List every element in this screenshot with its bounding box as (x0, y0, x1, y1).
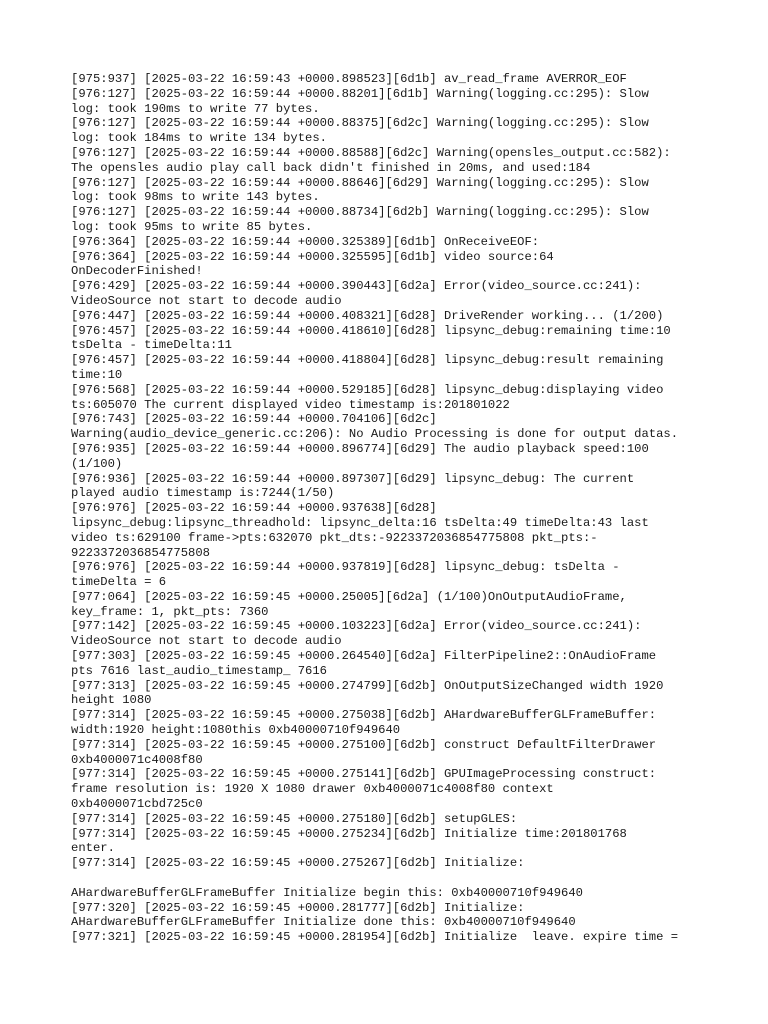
log-line: [976:976] [2025-03-22 16:59:44 +0000.937638][6d28] (71, 501, 437, 516)
log-line: video ts:629100 frame->pts:632070 pkt_dts:-9223372036854775808 pkt_pts:- (71, 530, 598, 545)
log-line: [977:064] [2025-03-22 16:59:45 +0000.25005][6d2a] (1/100)OnOutputAudioFrame, (71, 589, 627, 604)
log-line: [977:314] [2025-03-22 16:59:45 +0000.275180][6d2b] setupGLES: (71, 811, 518, 826)
log-line: [976:127] [2025-03-22 16:59:44 +0000.88646][6d29] Warning(logging.cc:295): Slow (71, 175, 649, 190)
log-line: [976:364] [2025-03-22 16:59:44 +0000.325389][6d1b] OnReceiveEOF: (71, 234, 540, 249)
log-line: [977:314] [2025-03-22 16:59:45 +0000.275100][6d2b] construct DefaultFilterDrawer (71, 737, 657, 752)
log-line: [976:127] [2025-03-22 16:59:44 +0000.88588][6d2c] Warning(opensles_output.cc:582): (71, 145, 671, 160)
log-line: [976:127] [2025-03-22 16:59:44 +0000.88375][6d2c] Warning(logging.cc:295): Slow (71, 116, 649, 131)
log-line: [976:457] [2025-03-22 16:59:44 +0000.418804][6d28] lipsync_debug:result remaining (71, 353, 664, 368)
log-line: 0xb4000071c4008f80 (71, 752, 203, 767)
log-line: AHardwareBufferGLFrameBuffer Initialize begin this: 0xb40000710f949640 (71, 885, 583, 900)
log-line: [976:976] [2025-03-22 16:59:44 +0000.937819][6d28] lipsync_debug: tsDelta - (71, 560, 620, 575)
log-line: [976:447] [2025-03-22 16:59:44 +0000.408321][6d28] DriveRender working... (1/200) (71, 308, 664, 323)
log-line: width:1920 height:1080this 0xb40000710f949640 (71, 723, 401, 738)
log-line: tsDelta - timeDelta:11 (71, 338, 232, 353)
log-line: [976:364] [2025-03-22 16:59:44 +0000.325595][6d1b] video source:64 (71, 249, 554, 264)
log-line: [977:142] [2025-03-22 16:59:45 +0000.103223][6d2a] Error(video_source.cc:241): (71, 619, 642, 634)
log-line: 9223372036854775808 (71, 545, 210, 560)
log-line: pts 7616 last_audio_timestamp_ 7616 (71, 663, 327, 678)
log-line: [975:937] [2025-03-22 16:59:43 +0000.898523][6d1b] av_read_frame AVERROR_EOF (71, 72, 627, 86)
log-line: OnDecoderFinished! (71, 264, 203, 279)
log-line: log: took 95ms to write 85 bytes. (71, 219, 313, 234)
log-line: AHardwareBufferGLFrameBuffer Initialize done this: 0xb40000710f949640 (71, 915, 576, 930)
log-line: [977:314] [2025-03-22 16:59:45 +0000.275234][6d2b] Initialize time:201801768 (71, 826, 627, 841)
log-line: enter. (71, 841, 115, 856)
log-line: [976:568] [2025-03-22 16:59:44 +0000.529185][6d28] lipsync_debug:displaying video (71, 382, 664, 397)
log-line: key_frame: 1, pkt_pts: 7360 (71, 604, 269, 619)
log-line: 0xb4000071cbd725c0 (71, 797, 203, 812)
log-line: VideoSource not start to decode audio (71, 293, 342, 308)
log-line: lipsync_debug:lipsync_threadhold: lipsync_delta:16 tsDelta:49 timeDelta:43 last (71, 515, 649, 530)
log-line: [976:127] [2025-03-22 16:59:44 +0000.88734][6d2b] Warning(logging.cc:295): Slow (71, 205, 649, 220)
log-line: [976:457] [2025-03-22 16:59:44 +0000.418610][6d28] lipsync_debug:remaining time:10 (71, 323, 671, 338)
log-line: time:10 (71, 367, 123, 382)
log-line: timeDelta = 6 (71, 575, 167, 590)
log-line: [977:313] [2025-03-22 16:59:45 +0000.274799][6d2b] OnOutputSizeChanged width 1920 (71, 678, 664, 693)
log-line: height 1080 (71, 693, 152, 708)
log-line: log: took 190ms to write 77 bytes. (71, 101, 320, 116)
log-line: [977:314] [2025-03-22 16:59:45 +0000.275267][6d2b] Initialize: (71, 856, 525, 871)
log-line: [976:936] [2025-03-22 16:59:44 +0000.897307][6d29] lipsync_debug: The current (71, 471, 635, 486)
log-line: The opensles audio play call back didn't finished in 20ms, and used:184 (71, 160, 591, 175)
log-line: [976:127] [2025-03-22 16:59:44 +0000.88201][6d1b] Warning(logging.cc:295): Slow (71, 86, 649, 101)
log-line: [977:303] [2025-03-22 16:59:45 +0000.264540][6d2a] FilterPipeline2::OnAudioFrame (71, 649, 657, 664)
log-line: [977:320] [2025-03-22 16:59:45 +0000.281777][6d2b] Initialize: (71, 900, 525, 915)
log-line: Warning(audio_device_generic.cc:206): No Audio Processing is done for output datas. (71, 427, 679, 442)
log-line: [977:314] [2025-03-22 16:59:45 +0000.275141][6d2b] GPUImageProcessing construct: (71, 767, 657, 782)
log-line: [976:935] [2025-03-22 16:59:44 +0000.896774][6d29] The audio playback speed:100 (71, 441, 649, 456)
log-line: [977:314] [2025-03-22 16:59:45 +0000.275038][6d2b] AHardwareBufferGLFrameBuffer: (71, 708, 657, 723)
log-line: ts:605070 The current displayed video timestamp is:201801022 (71, 397, 510, 412)
log-line: log: took 184ms to write 134 bytes. (71, 131, 327, 146)
log-line: [976:743] [2025-03-22 16:59:44 +0000.704106][6d2c] (71, 412, 437, 427)
log-line: [976:429] [2025-03-22 16:59:44 +0000.390443][6d2a] Error(video_source.cc:241): (71, 279, 642, 294)
log-line: [977:321] [2025-03-22 16:59:45 +0000.281954][6d2b] Initialize leave. expire time = (71, 930, 679, 945)
log-line: (1/100) (71, 456, 123, 471)
log-document (71, 72, 761, 945)
log-line: played audio timestamp is:7244(1/50) (71, 486, 335, 501)
log-line: VideoSource not start to decode audio (71, 634, 342, 649)
log-line: frame resolution is: 1920 X 1080 drawer 0xb4000071c4008f80 context (71, 782, 554, 797)
log-line: log: took 98ms to write 143 bytes. (71, 190, 320, 205)
